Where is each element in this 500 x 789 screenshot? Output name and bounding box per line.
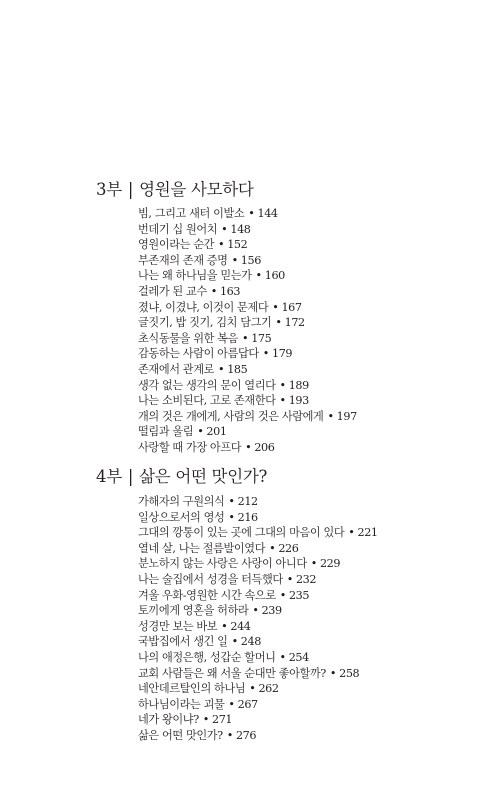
bullet-separator: •	[218, 362, 225, 376]
bullet-separator: •	[228, 495, 235, 508]
toc-entry	[138, 728, 378, 744]
toc-entry	[138, 697, 378, 713]
toc-entry	[138, 666, 378, 682]
bullet-separator: •	[329, 666, 337, 680]
toc-entry-page: 148	[230, 222, 251, 236]
toc-entry-page: 216	[237, 510, 258, 524]
toc-entry-title: 겨울 우화-영원한 시간 속으로	[138, 588, 276, 602]
bullet-separator: •	[231, 635, 238, 649]
toc-entry-page: 193	[288, 394, 309, 408]
toc-entry-page: 179	[272, 347, 293, 361]
bullet-separator: •	[221, 619, 228, 633]
toc-entry-page: 262	[258, 682, 279, 696]
toc-entry	[138, 619, 378, 635]
toc-entry-page: 235	[288, 588, 310, 602]
toc-entry-title: 토끼에게 영혼을 허하라	[138, 604, 249, 618]
toc-entry-title: 국밥집에서 생긴 일	[138, 635, 228, 649]
toc-entry-page: 185	[227, 362, 248, 376]
toc-entry-title: 영원이라는 순간	[138, 238, 215, 252]
toc-entry-title: 나는 왜 하나님을 믿는가	[138, 269, 252, 283]
toc-entry-title: 열네 살, 나는 절름발이였다	[138, 541, 266, 555]
part-3-entry-list	[138, 206, 357, 456]
toc-entry-page: 201	[206, 425, 227, 439]
bullet-separator: •	[279, 394, 286, 408]
toc-entry	[138, 634, 378, 650]
toc-entry-page: 167	[281, 300, 302, 314]
part-3-heading	[96, 180, 254, 200]
toc-entry	[138, 525, 378, 541]
toc-entry-page: 156	[240, 253, 261, 267]
bullet-separator: •	[226, 728, 233, 742]
bullet-separator: •	[218, 238, 225, 252]
bullet-separator: •	[249, 682, 256, 696]
toc-entry-title: 부존재의 존재 증명	[138, 253, 228, 267]
toc-entry	[138, 424, 357, 440]
toc-entry	[138, 362, 357, 378]
bullet-separator: •	[310, 557, 317, 571]
toc-entry	[138, 222, 357, 238]
toc-entry	[138, 409, 357, 425]
toc-entry-page: 232	[295, 572, 317, 586]
toc-entry-title: 초식동물을 위한 복음	[138, 331, 238, 345]
toc-entry	[138, 393, 357, 409]
toc-entry	[138, 237, 357, 253]
toc-entry-title: 교회 사람들은 왜 서울 순대만 좋아할까?	[138, 666, 326, 680]
bullet-separator: •	[286, 572, 293, 586]
toc-entry	[138, 253, 357, 269]
toc-entry-page: 271	[212, 713, 233, 727]
toc-entry	[138, 346, 357, 362]
toc-entry-page: 239	[261, 604, 282, 618]
bullet-separator: •	[231, 253, 238, 267]
bullet-separator: •	[228, 697, 235, 711]
part-4-separator: |	[127, 467, 134, 486]
toc-entry-page: 175	[251, 331, 272, 345]
toc-entry-page: 276	[235, 728, 257, 742]
toc-entry	[138, 378, 357, 394]
toc-entry	[138, 494, 378, 510]
bullet-separator: •	[255, 269, 262, 283]
toc-entry-title: 사랑할 때 가장 아프다	[138, 440, 242, 454]
toc-entry-page: 152	[227, 238, 248, 252]
toc-entry-title: 나의 애정은행, 성갑순 할머니	[138, 650, 276, 664]
toc-entry-title: 걸레가 된 교수	[138, 284, 207, 298]
toc-entry-title: 글짓기, 밥 짓기, 김치 담그기	[138, 316, 272, 330]
toc-entry	[138, 315, 357, 331]
bullet-separator: •	[269, 541, 276, 555]
toc-entry-title: 나는 술집에서 성경을 터득했다	[138, 572, 283, 586]
toc-entry	[138, 541, 378, 557]
toc-entry	[138, 300, 357, 316]
toc-entry-title: 네안데르탈인의 하나님	[138, 682, 246, 696]
bullet-separator: •	[279, 588, 286, 602]
toc-entry-title: 나는 소비된다, 고로 존재한다	[138, 394, 276, 408]
bullet-separator: •	[221, 222, 228, 236]
toc-entry	[138, 681, 378, 697]
toc-entry-page: 206	[254, 440, 275, 454]
toc-entry	[138, 603, 378, 619]
bullet-separator: •	[262, 347, 269, 361]
bullet-separator: •	[248, 207, 255, 220]
bullet-separator: •	[279, 650, 286, 664]
toc-entry-page: 172	[284, 316, 305, 330]
toc-entry-title: 네가 왕이냐?	[138, 713, 199, 727]
toc-entry-page: 244	[230, 619, 251, 633]
toc-entry-page: 197	[336, 409, 357, 423]
bullet-separator: •	[202, 713, 209, 727]
bullet-separator: •	[272, 300, 279, 314]
part-4-heading	[96, 467, 267, 487]
part-3-title: 영원을 사모하다	[139, 180, 254, 199]
toc-entry-title: 번데기 십 원어치	[138, 222, 218, 236]
toc-entry	[138, 588, 378, 604]
toc-entry	[138, 284, 357, 300]
toc-entry-title: 일상으로서의 영성	[138, 510, 225, 524]
bullet-separator: •	[228, 510, 235, 524]
toc-entry	[138, 572, 378, 588]
toc-entry-title: 감동하는 사람이 아름답다	[138, 347, 259, 361]
toc-entry-page: 248	[240, 635, 261, 649]
toc-entry	[138, 650, 378, 666]
bullet-separator: •	[210, 284, 217, 298]
toc-entry-title: 빔, 그리고 새터 이발소	[138, 207, 245, 220]
part-3-separator: |	[127, 180, 134, 199]
toc-entry-title: 생각 없는 생각의 문이 열리다	[138, 378, 276, 392]
toc-entry	[138, 510, 378, 526]
bullet-separator: •	[197, 425, 204, 439]
toc-entry	[138, 556, 378, 572]
toc-entry-title: 개의 것은 개에게, 사람의 것은 사람에게	[138, 409, 324, 423]
toc-entry-page: 160	[264, 269, 285, 283]
toc-entry-page: 163	[219, 284, 241, 298]
toc-entry-title: 하나님이라는 괴물	[138, 697, 225, 711]
toc-entry	[138, 206, 357, 222]
toc-entry	[138, 440, 357, 456]
bullet-separator: •	[241, 331, 249, 345]
toc-entry-page: 258	[339, 666, 360, 680]
toc-entry-page: 221	[357, 526, 378, 540]
toc-entry-title: 가해자의 구원의식	[138, 495, 225, 508]
toc-entry	[138, 331, 357, 347]
toc-entry-title: 분노하지 않는 사랑은 사랑이 아니다	[138, 557, 307, 571]
toc-entry	[138, 268, 357, 284]
toc-entry-page: 254	[288, 650, 309, 664]
part-4-title: 삶은 어떤 맛인가?	[139, 467, 268, 486]
toc-entry-title: 졌냐, 이겼냐, 이것이 문제다	[138, 300, 269, 314]
part-4-number: 4부	[96, 467, 122, 486]
bullet-separator: •	[348, 526, 355, 540]
bullet-separator: •	[275, 316, 282, 330]
toc-entry-title: 떨림과 울림	[138, 425, 194, 439]
bullet-separator: •	[327, 409, 334, 423]
toc-entry-title: 삶은 어떤 맛인가?	[138, 728, 223, 742]
toc-entry-title: 성경만 보는 바보	[138, 619, 218, 633]
bullet-separator: •	[279, 378, 286, 392]
part-3-number: 3부	[96, 180, 122, 199]
toc-entry-title: 그대의 깡통이 있는 곳에 그대의 마음이 있다	[138, 526, 345, 540]
toc-entry-title: 존재에서 관계로	[138, 362, 215, 376]
toc-entry-page: 189	[288, 378, 309, 392]
toc-entry-page: 212	[237, 495, 258, 508]
bullet-separator: •	[245, 440, 252, 454]
toc-entry-page: 226	[278, 541, 299, 555]
toc-entry-page: 267	[237, 697, 258, 711]
toc-entry	[138, 712, 378, 728]
toc-entry-page: 229	[319, 557, 341, 571]
bullet-separator: •	[252, 604, 259, 618]
toc-entry-page: 144	[257, 207, 278, 220]
part-4-entry-list	[138, 494, 378, 744]
